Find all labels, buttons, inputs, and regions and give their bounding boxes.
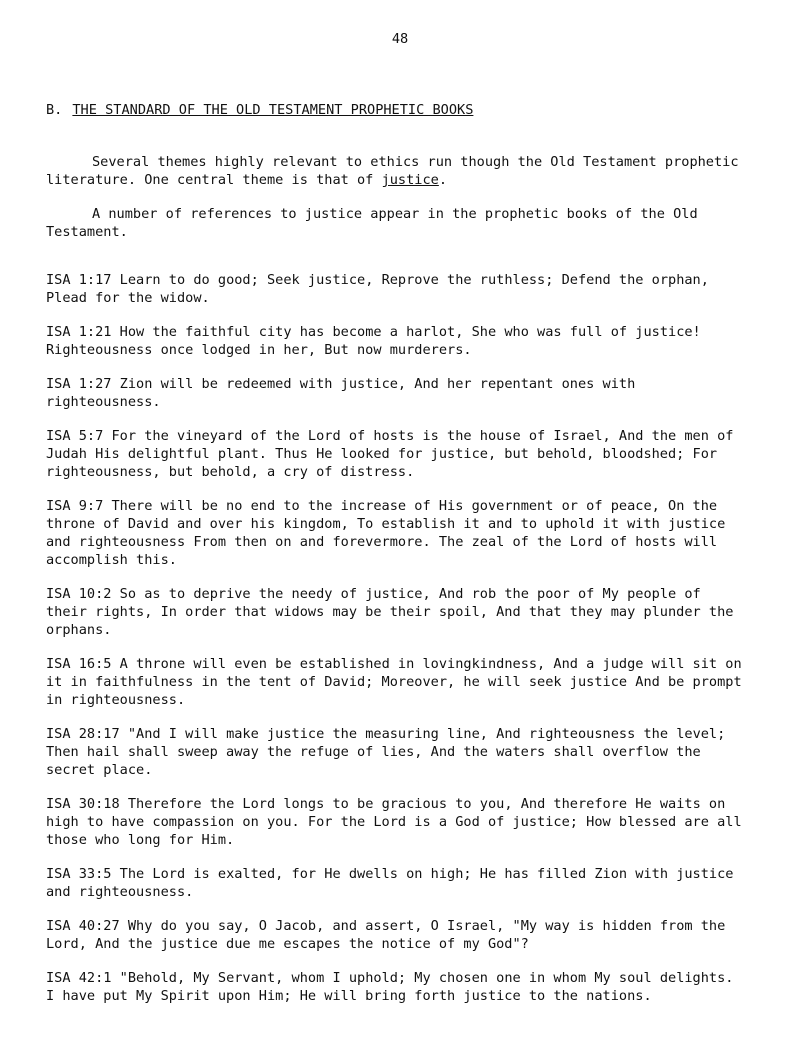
- reference-text: Learn to do good; Seek justice, Reprove the ruthless; Defend the orphan, Plead for the widow.: [46, 272, 709, 306]
- reference-item: [46, 795, 746, 849]
- reference-text: A throne will even be established in lovingkindness, And a judge will sit on it in faithfulness in the tent of David; Moreover, he will seek justice And be prompt in righteousness.: [46, 656, 742, 708]
- justice-emphasis: justice: [381, 172, 439, 188]
- intro-paragraph-1-text: Several themes highly relevant to ethics run though the Old Testament prophetic literature. One central theme is that of: [46, 154, 739, 188]
- reference-text: Why do you say, O Jacob, and assert, O Israel, "My way is hidden from the Lord, And the justice due me escapes the notice of my God"?: [46, 918, 726, 952]
- reference-citation: ISA 1:27: [46, 376, 112, 392]
- section-title: THE STANDARD OF THE OLD TESTAMENT PROPHETIC BOOKS: [72, 102, 474, 118]
- reference-citation: ISA 33:5: [46, 866, 112, 882]
- reference-item: [46, 375, 746, 411]
- reference-citation: ISA 30:18: [46, 796, 120, 812]
- reference-text: How the faithful city has become a harlot, She who was full of justice! Righteousness once lodged in her, But now murderers.: [46, 324, 701, 358]
- reference-citation: ISA 1:17: [46, 272, 112, 288]
- reference-list: [46, 271, 746, 1021]
- intro-paragraph-2: A number of references to justice appear in the prophetic books of the Old Testament.: [46, 206, 698, 240]
- reference-citation: ISA 5:7: [46, 428, 104, 444]
- reference-item: [46, 585, 746, 639]
- reference-text: The Lord is exalted, for He dwells on high; He has filled Zion with justice and righteousness.: [46, 866, 734, 900]
- reference-item: [46, 323, 746, 359]
- reference-text: So as to deprive the needy of justice, And rob the poor of My people of their rights, In order that widows may be their spoil, And that they may plunder the orphans.: [46, 586, 734, 638]
- reference-item: [46, 427, 746, 481]
- intro-paragraph-1: [46, 153, 746, 189]
- reference-item: [46, 271, 746, 307]
- reference-item: [46, 917, 746, 953]
- reference-item: [46, 725, 746, 779]
- intro-paragraph-1-end: .: [438, 172, 448, 188]
- intro: [46, 153, 746, 257]
- reference-citation: ISA 42:1: [46, 970, 112, 986]
- reference-text: "Behold, My Servant, whom I uphold; My chosen one in whom My soul delights. I have put My Spirit upon Him; He will bring forth justice to the nations.: [46, 970, 734, 1004]
- reference-citation: ISA 28:17: [46, 726, 120, 742]
- reference-text: Zion will be redeemed with justice, And her repentant ones with righteousness.: [46, 376, 636, 410]
- page-number: 48: [391, 31, 409, 47]
- reference-item: [46, 655, 746, 709]
- reference-text: "And I will make justice the measuring line, And righteousness the level; Then hail shall sweep away the refuge of lies, And the waters shall overflow the secret place.: [46, 726, 726, 778]
- reference-text: Therefore the Lord longs to be gracious to you, And therefore He waits on high to have compassion on you. For the Lord is a God of justice; How blessed are all those who long for Him.: [46, 796, 742, 848]
- reference-citation: ISA 9:7: [46, 498, 104, 514]
- reference-text: There will be no end to the increase of His government or of peace, On the throne of David and over his kingdom, To establish it and to uphold it with justice and righteousness From then on and forevermore. The zeal of the Lord of hosts will accomplish this.: [46, 498, 726, 568]
- section-letter: B.: [46, 102, 63, 118]
- reference-item: [46, 969, 746, 1005]
- section-heading: [46, 101, 766, 119]
- reference-item: [46, 497, 746, 569]
- reference-citation: ISA 1:21: [46, 324, 112, 340]
- reference-citation: ISA 40:27: [46, 918, 120, 934]
- reference-citation: ISA 16:5: [46, 656, 112, 672]
- reference-item: [46, 865, 746, 901]
- reference-text: For the vineyard of the Lord of hosts is the house of Israel, And the men of Judah His delightful plant. Thus He looked for justice, but behold, bloodshed; For righteousness, but behold, a cry of distress.: [46, 428, 734, 480]
- reference-citation: ISA 10:2: [46, 586, 112, 602]
